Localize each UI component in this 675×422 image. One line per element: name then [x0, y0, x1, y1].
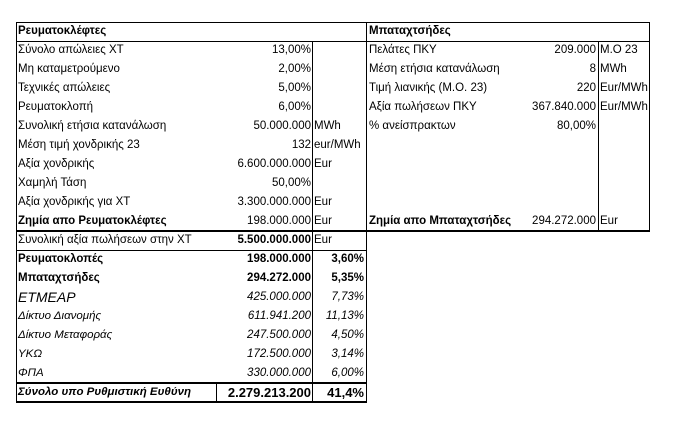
border	[366, 22, 367, 402]
right-row: Μέση ετήσια κατανάλωση 8 MWh	[369, 63, 627, 75]
summary-total-row: Σύνολο υπο Ρυθμιστική Ευθύνη 2.279.213.200 41,4%	[18, 385, 364, 400]
right-row: % ανείσπρακτων 80,00%	[369, 120, 596, 132]
border	[16, 41, 367, 42]
left-row: Τεχνικές απώλειες 5,00%	[18, 82, 311, 94]
left-row: Ρευματοκλοπή 6,00%	[18, 101, 311, 113]
border	[16, 382, 367, 384]
summary-row: Μπαταχτσήδες 294.272.000 5,35%	[18, 272, 364, 284]
border	[216, 383, 217, 402]
right-row: Τιμή λιανικής (Μ.Ο. 23) 220 Eur/MWh	[369, 82, 648, 94]
border	[16, 401, 367, 403]
border	[598, 41, 599, 231]
left-table-title: Ρευματοκλέφτες	[18, 25, 107, 37]
right-row: Πελάτες ΠΚΥ 209.000 Μ.Ο 23	[369, 44, 638, 56]
border	[16, 22, 367, 23]
left-row: Χαμηλή Τάση 50,00%	[18, 177, 311, 189]
right-table	[367, 22, 650, 231]
left-total-row: Ζημία απο Ρευματοκλέφτες 198.000.000 Eur	[18, 215, 332, 227]
border	[16, 250, 367, 251]
right-row: Αξία πωλήσεων ΠΚΥ 367.840.000 Eur/MWh	[369, 101, 648, 113]
left-row: Μέση τιμή χονδρικής 23 132 eur/MWh	[18, 139, 361, 151]
left-row: Αξία χονδρικής 6.600.000.000 Eur	[18, 158, 332, 170]
border	[367, 22, 650, 23]
border	[16, 22, 17, 402]
left-row: Αξία χονδρικής για ΧΤ 3.300.000.000 Eur	[18, 196, 332, 208]
border	[16, 230, 367, 232]
summary-row: ΕΤΜΕΑΡ 425.000.000 7,73%	[18, 289, 364, 305]
border	[312, 231, 313, 402]
summary-row: Ρευματοκλοπές 198.000.000 3,60%	[18, 253, 364, 265]
right-table-title: Μπαταχτσήδες	[369, 25, 451, 37]
summary-row: ΥΚΩ 172.500.000 3,14%	[18, 348, 364, 360]
summary-row: Δίκτυο Μεταφοράς 247.500.000 4,50%	[18, 329, 364, 341]
summary-table	[16, 231, 367, 402]
border	[312, 41, 313, 231]
border	[367, 41, 650, 42]
left-row: Σύνολο απώλειες ΧΤ 13,00%	[18, 44, 311, 56]
summary-row: ΦΠΑ 330.000.000 6,00%	[18, 367, 364, 379]
right-total-row: Ζημία απο Μπαταχτσήδες 294.272.000 Eur	[369, 215, 618, 227]
left-table	[16, 22, 367, 231]
summary-row: Δίκτυο Διανομής 611.941.200 11,13%	[18, 310, 364, 322]
border	[367, 230, 650, 232]
border	[649, 22, 650, 232]
summary-sales-row: Συνολική αξία πωλήσεων στην ΧΤ 5.500.000.000 Eur	[18, 234, 332, 246]
left-row: Συνολική ετήσια κατανάλωση 50.000.000 MWh	[18, 120, 341, 132]
left-row: Μη καταμετρούμενο 2,00%	[18, 63, 311, 75]
